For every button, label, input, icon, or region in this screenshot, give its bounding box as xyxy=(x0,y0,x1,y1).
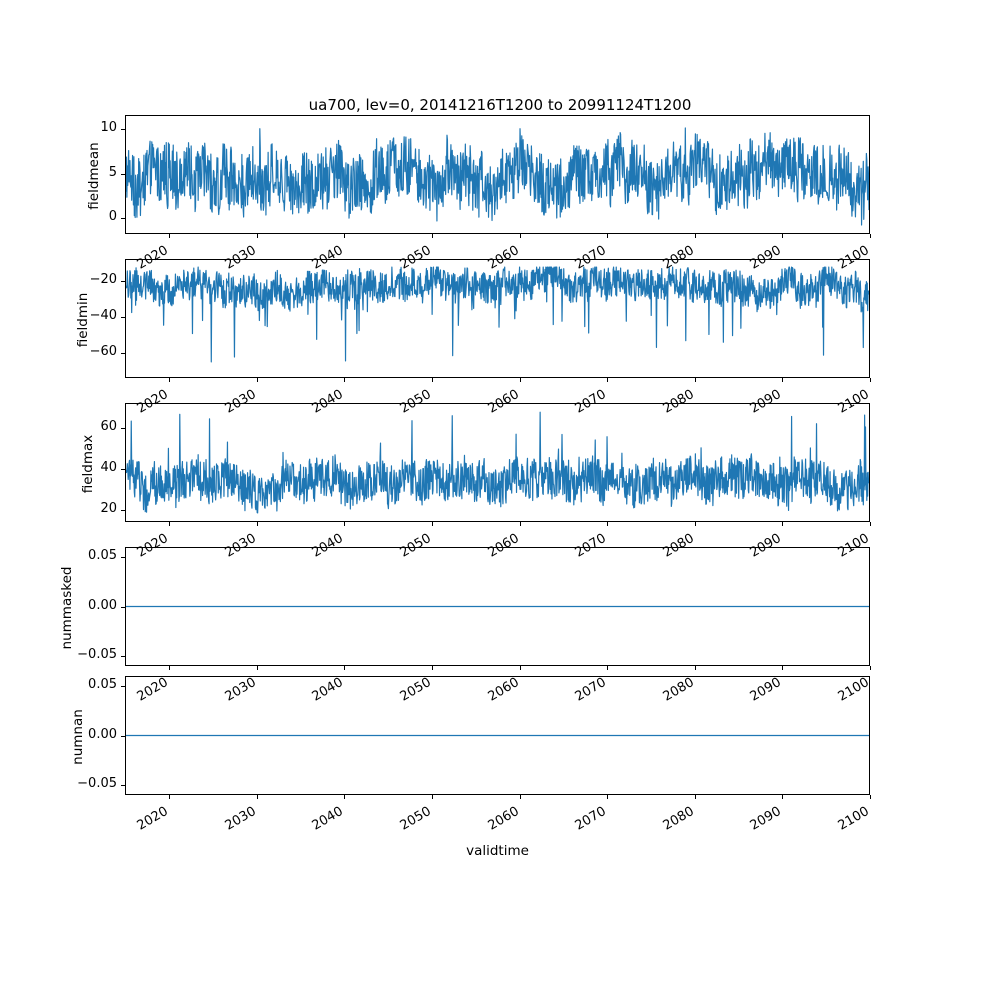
plot-area-fieldmean xyxy=(126,116,869,233)
xtick-mark xyxy=(432,378,433,382)
ytick-mark xyxy=(121,656,125,657)
data-line xyxy=(126,412,869,513)
xtick-label: 2100 xyxy=(835,243,872,273)
ylabel-fieldmin: fieldmin xyxy=(75,292,91,348)
ytick-label: 0 xyxy=(108,209,117,224)
xtick-label: 2090 xyxy=(747,243,785,273)
ytick-label: −0.05 xyxy=(77,647,117,663)
xtick-label: 2070 xyxy=(572,804,609,834)
xtick-label: 2030 xyxy=(222,675,259,705)
xtick-mark xyxy=(520,522,521,526)
xtick-mark xyxy=(432,666,433,670)
xtick-mark xyxy=(607,522,608,526)
xtick-label: 2030 xyxy=(222,804,259,834)
data-line xyxy=(126,128,869,225)
xtick-mark xyxy=(169,795,170,799)
xtick-label: 2040 xyxy=(309,531,347,561)
subplot-fieldmean xyxy=(125,115,870,234)
ytick-mark xyxy=(121,218,125,219)
xtick-mark xyxy=(782,234,783,238)
xtick-mark xyxy=(607,378,608,382)
xtick-label: 2040 xyxy=(309,387,347,417)
xtick-label: 2020 xyxy=(134,531,171,561)
xtick-mark xyxy=(695,234,696,238)
ytick-label: 0.00 xyxy=(88,726,117,742)
xtick-label: 2020 xyxy=(134,804,171,834)
xtick-label: 2080 xyxy=(660,243,697,273)
figure-title: ua700, lev=0, 20141216T1200 to 20991124T1200 xyxy=(308,96,692,114)
ytick-label: −20 xyxy=(89,271,117,287)
ytick-label: 40 xyxy=(100,459,117,475)
xtick-label: 2080 xyxy=(660,387,697,417)
xtick-mark xyxy=(257,795,258,799)
ylabel-fieldmean: fieldmean xyxy=(86,142,102,210)
xtick-mark xyxy=(870,522,871,526)
xtick-label: 2070 xyxy=(572,387,609,417)
xtick-label: 2060 xyxy=(485,531,522,561)
data-line xyxy=(126,267,869,362)
xtick-mark xyxy=(782,795,783,799)
xtick-label: 2100 xyxy=(835,387,872,417)
xtick-mark xyxy=(695,795,696,799)
xtick-mark xyxy=(257,378,258,382)
subplot-fieldmin xyxy=(125,259,870,378)
xtick-label: 2060 xyxy=(485,804,522,834)
ytick-label: 5 xyxy=(108,164,117,180)
xtick-mark xyxy=(520,234,521,238)
xtick-mark xyxy=(344,522,345,526)
xtick-label: 2090 xyxy=(747,387,785,417)
ytick-label: 0.05 xyxy=(88,547,117,563)
xtick-label: 2080 xyxy=(660,675,697,705)
xtick-label: 2020 xyxy=(134,675,171,705)
xtick-label: 2050 xyxy=(397,243,434,273)
xtick-mark xyxy=(607,666,608,670)
xtick-mark xyxy=(169,666,170,670)
xtick-mark xyxy=(169,378,170,382)
xtick-label: 2040 xyxy=(309,675,347,705)
xtick-label: 2050 xyxy=(397,675,434,705)
xtick-mark xyxy=(344,378,345,382)
ylabel-numnan: numnan xyxy=(70,709,86,765)
xtick-label: 2070 xyxy=(572,531,609,561)
xtick-mark xyxy=(344,795,345,799)
subplot-fieldmax xyxy=(125,403,870,522)
xtick-label: 2080 xyxy=(660,804,697,834)
xtick-mark xyxy=(257,522,258,526)
ytick-label: −0.05 xyxy=(77,776,117,792)
xtick-mark xyxy=(520,795,521,799)
xtick-label: 2100 xyxy=(835,804,872,834)
ytick-label: 10 xyxy=(100,120,117,136)
ytick-label: −60 xyxy=(89,343,117,359)
ytick-mark xyxy=(121,469,125,470)
xtick-label: 2050 xyxy=(397,387,434,417)
ytick-mark xyxy=(121,510,125,511)
xtick-mark xyxy=(344,666,345,670)
xtick-label: 2070 xyxy=(572,243,609,273)
subplot-nummasked xyxy=(125,547,870,666)
xtick-mark xyxy=(520,666,521,670)
ytick-label: 0.05 xyxy=(88,676,117,692)
xtick-label: 2100 xyxy=(835,531,872,561)
xtick-label: 2090 xyxy=(747,804,785,834)
plot-area-fieldmin xyxy=(126,260,869,377)
xtick-label: 2020 xyxy=(134,243,171,273)
xtick-label: 2070 xyxy=(572,675,609,705)
xtick-mark xyxy=(782,522,783,526)
xtick-mark xyxy=(782,666,783,670)
ytick-mark xyxy=(121,428,125,429)
xtick-mark xyxy=(695,666,696,670)
xlabel-validtime: validtime xyxy=(466,843,529,859)
xtick-label: 2020 xyxy=(134,387,171,417)
ytick-label: 60 xyxy=(100,418,117,434)
xtick-label: 2100 xyxy=(835,675,872,705)
xtick-label: 2090 xyxy=(747,675,785,705)
ylabel-nummasked: nummasked xyxy=(59,566,75,650)
xtick-mark xyxy=(870,378,871,382)
xtick-mark xyxy=(870,666,871,670)
ytick-mark xyxy=(121,785,125,786)
xtick-label: 2030 xyxy=(222,387,259,417)
xtick-mark xyxy=(695,378,696,382)
xtick-mark xyxy=(257,234,258,238)
xtick-mark xyxy=(520,378,521,382)
xtick-mark xyxy=(432,795,433,799)
xtick-label: 2030 xyxy=(222,243,259,273)
ytick-label: −40 xyxy=(89,307,117,323)
xtick-label: 2060 xyxy=(485,675,522,705)
xtick-label: 2030 xyxy=(222,531,259,561)
xtick-mark xyxy=(432,234,433,238)
ylabel-fieldmax: fieldmax xyxy=(80,434,96,494)
xtick-mark xyxy=(169,522,170,526)
xtick-label: 2040 xyxy=(309,243,347,273)
xtick-mark xyxy=(870,795,871,799)
ytick-mark xyxy=(121,557,125,558)
ytick-mark xyxy=(121,736,125,737)
ytick-mark xyxy=(121,281,125,282)
ytick-mark xyxy=(121,353,125,354)
xtick-mark xyxy=(344,234,345,238)
xtick-label: 2060 xyxy=(485,387,522,417)
ytick-mark xyxy=(121,129,125,130)
xtick-mark xyxy=(782,378,783,382)
xtick-mark xyxy=(607,234,608,238)
xtick-label: 2080 xyxy=(660,531,697,561)
xtick-mark xyxy=(257,666,258,670)
xtick-label: 2050 xyxy=(397,531,434,561)
xtick-label: 2060 xyxy=(485,243,522,273)
xtick-mark xyxy=(870,234,871,238)
xtick-mark xyxy=(607,795,608,799)
ytick-mark xyxy=(121,174,125,175)
plot-area-fieldmax xyxy=(126,404,869,521)
xtick-mark xyxy=(432,522,433,526)
ytick-label: 0.00 xyxy=(88,597,117,613)
xtick-label: 2090 xyxy=(747,531,785,561)
plot-area-nummasked xyxy=(126,548,869,665)
xtick-label: 2050 xyxy=(397,804,434,834)
ytick-mark xyxy=(121,607,125,608)
ytick-mark xyxy=(121,686,125,687)
xtick-mark xyxy=(169,234,170,238)
xtick-label: 2040 xyxy=(309,804,347,834)
ytick-label: 20 xyxy=(100,500,117,516)
xtick-mark xyxy=(695,522,696,526)
ytick-mark xyxy=(121,317,125,318)
